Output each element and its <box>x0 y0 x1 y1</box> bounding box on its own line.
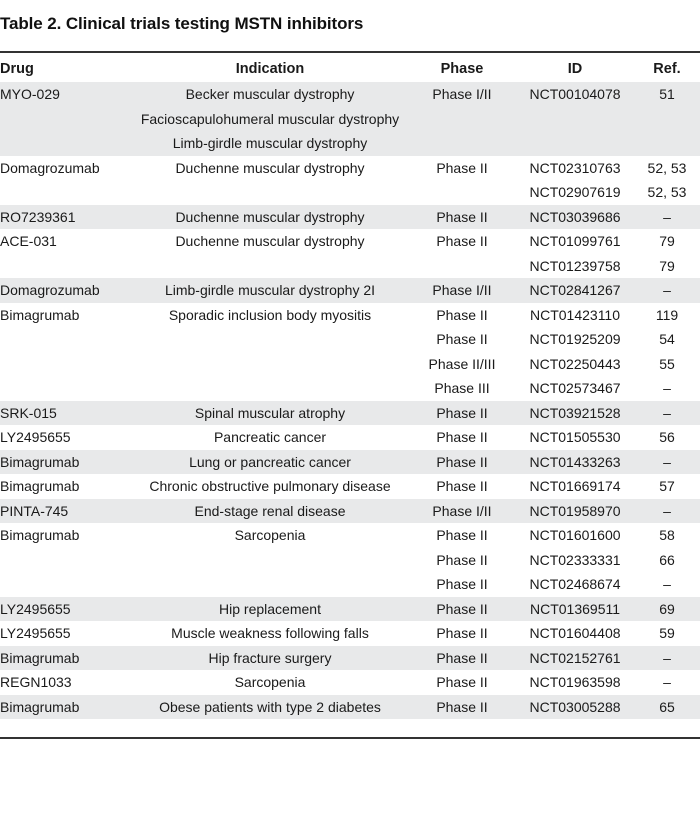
cell-ref <box>634 450 700 475</box>
cell-phase <box>408 450 516 475</box>
cell-indication-line: Spinal muscular atrophy <box>194 404 346 421</box>
cell-indication-line: Duchenne muscular dystrophy <box>175 159 365 176</box>
header-id: ID <box>567 61 583 78</box>
cell-phase-line: Phase II <box>436 600 488 617</box>
cell-id <box>516 205 634 230</box>
cell-id-line: NCT01369511 <box>529 600 621 617</box>
cell-id-line: NCT02468674 <box>529 576 621 592</box>
cell-phase-line: Phase I/II <box>432 282 492 298</box>
cell-phase-line: Phase II <box>436 159 488 176</box>
cell-id-line: NCT03921528 <box>529 404 621 421</box>
cell-indication <box>132 499 408 524</box>
cell-id-line: NCT01601600 <box>529 527 621 543</box>
cell-phase-line: Phase II <box>436 331 488 347</box>
cell-ref-line: 57 <box>659 478 675 494</box>
cell-id-line: NCT01505530 <box>529 429 621 445</box>
cell-ref-line: – <box>663 576 671 592</box>
cell-drug <box>0 229 132 278</box>
cell-indication <box>132 646 408 671</box>
header-indication: Indication <box>235 61 305 78</box>
cell-phase-line: Phase II <box>436 674 488 690</box>
cell-drug <box>0 82 132 156</box>
cell-ref-line: – <box>663 649 671 666</box>
table-row <box>0 597 700 622</box>
cell-drug-line: MYO-029 <box>0 86 60 102</box>
cell-id <box>516 499 634 524</box>
cell-ref-line: 51 <box>659 86 675 102</box>
cell-ref-line: – <box>663 282 671 298</box>
top-rule <box>0 51 700 53</box>
table-row <box>0 621 700 646</box>
cell-phase-line: Phase II <box>436 453 488 470</box>
cell-drug <box>0 401 132 426</box>
cell-id-line: NCT00104078 <box>529 86 621 102</box>
cell-indication <box>132 401 408 426</box>
cell-drug <box>0 425 132 450</box>
cell-drug-line: REGN1033 <box>0 674 72 690</box>
cell-indication-line: Sporadic inclusion body myositis <box>168 306 372 323</box>
cell-phase-line: Phase III <box>434 380 490 396</box>
cell-phase-line: Phase I/II <box>432 86 492 102</box>
table-row <box>0 450 700 475</box>
cell-phase <box>408 205 516 230</box>
cell-id-line: NCT01099761 <box>529 233 621 249</box>
cell-drug <box>0 695 132 720</box>
cell-indication <box>132 82 408 156</box>
cell-id-line: NCT01669174 <box>529 478 621 494</box>
cell-phase <box>408 229 516 278</box>
cell-phase <box>408 401 516 426</box>
table-row <box>0 425 700 450</box>
cell-ref-line: 69 <box>659 600 675 617</box>
cell-id <box>516 695 634 720</box>
cell-drug <box>0 450 132 475</box>
cell-id <box>516 646 634 671</box>
cell-ref <box>634 278 700 303</box>
cell-id <box>516 621 634 646</box>
cell-indication-line: Limb-girdle muscular dystrophy 2I <box>164 282 376 298</box>
cell-ref <box>634 597 700 622</box>
table-row <box>0 156 700 205</box>
cell-indication <box>132 695 408 720</box>
cell-ref <box>634 82 700 156</box>
table-row <box>0 82 700 156</box>
cell-drug <box>0 597 132 622</box>
cell-id-line: NCT02250443 <box>529 355 621 372</box>
cell-phase-line: Phase I/II <box>432 502 492 519</box>
cell-phase-line: Phase II <box>436 576 488 592</box>
cell-id <box>516 303 634 401</box>
cell-id-line: NCT01963598 <box>529 674 621 690</box>
table-row <box>0 499 700 524</box>
cell-phase-line: Phase II <box>436 208 488 225</box>
cell-id-line: NCT02573467 <box>529 380 621 396</box>
cell-indication <box>132 621 408 646</box>
cell-phase-line: Phase II <box>436 478 488 494</box>
cell-phase <box>408 670 516 695</box>
cell-ref-line: 56 <box>659 429 675 445</box>
header-drug: Drug <box>0 61 34 78</box>
cell-indication-line: Duchenne muscular dystrophy <box>175 233 365 249</box>
cell-indication-line: Hip fracture surgery <box>208 649 332 666</box>
table-row <box>0 670 700 695</box>
cell-phase <box>408 278 516 303</box>
cell-drug-line: PINTA-745 <box>0 502 69 519</box>
table-body <box>0 82 700 719</box>
cell-ref-line: 79 <box>659 233 675 249</box>
cell-indication <box>132 523 408 597</box>
table-row <box>0 205 700 230</box>
cell-phase <box>408 156 516 205</box>
cell-drug-line: LY2495655 <box>0 625 71 641</box>
cell-ref <box>634 499 700 524</box>
cell-drug <box>0 205 132 230</box>
cell-drug-line: SRK-015 <box>0 404 57 421</box>
table-row <box>0 401 700 426</box>
cell-id <box>516 425 634 450</box>
cell-id-line: NCT01604408 <box>529 625 621 641</box>
cell-ref <box>634 670 700 695</box>
cell-phase <box>408 425 516 450</box>
table-row <box>0 523 700 597</box>
cell-indication-line: Sarcopenia <box>234 674 306 690</box>
cell-drug-line: Bimagrumab <box>0 453 80 470</box>
cell-indication-line: End-stage renal disease <box>194 502 346 519</box>
cell-drug-line: Bimagrumab <box>0 478 80 494</box>
cell-id <box>516 156 634 205</box>
header-row <box>0 57 700 82</box>
cell-phase-line: Phase II <box>436 649 488 666</box>
cell-ref-line: 66 <box>659 551 675 568</box>
cell-ref-line: – <box>663 502 671 519</box>
trials-table <box>0 57 700 719</box>
cell-ref <box>634 523 700 597</box>
cell-drug-line: Bimagrumab <box>0 649 80 666</box>
cell-ref <box>634 303 700 401</box>
cell-id <box>516 670 634 695</box>
cell-indication <box>132 229 408 278</box>
cell-id <box>516 82 634 156</box>
cell-id <box>516 229 634 278</box>
cell-drug-line: LY2495655 <box>0 600 71 617</box>
cell-drug-line: Bimagrumab <box>0 306 80 323</box>
cell-phase <box>408 597 516 622</box>
cell-ref <box>634 474 700 499</box>
cell-ref-line: 59 <box>659 625 675 641</box>
cell-indication <box>132 597 408 622</box>
cell-drug <box>0 499 132 524</box>
table-title: Table 2. Clinical trials testing MSTN inhibitors <box>0 14 364 33</box>
cell-ref-line: 79 <box>659 257 675 274</box>
cell-drug <box>0 156 132 205</box>
cell-ref-line: 55 <box>659 355 675 372</box>
cell-drug-line: Domagrozumab <box>0 159 100 176</box>
cell-ref-line: 58 <box>659 527 675 543</box>
cell-phase-line: Phase II <box>436 625 488 641</box>
cell-phase-line: Phase II <box>436 551 488 568</box>
cell-phase <box>408 474 516 499</box>
table-row <box>0 695 700 720</box>
cell-phase-line: Phase II/III <box>428 355 496 372</box>
cell-indication-line: Duchenne muscular dystrophy <box>175 208 365 225</box>
cell-id <box>516 401 634 426</box>
cell-phase-line: Phase II <box>436 404 488 421</box>
cell-drug-line: Bimagrumab <box>0 698 80 715</box>
cell-ref <box>634 205 700 230</box>
cell-id-line: NCT03005288 <box>529 698 621 715</box>
cell-id-line: NCT03039686 <box>529 208 621 225</box>
cell-indication-line: Facioscapulohumeral muscular dystrophy <box>140 110 400 127</box>
cell-ref-line: – <box>663 674 671 690</box>
cell-drug-line: Domagrozumab <box>0 282 100 298</box>
cell-phase <box>408 82 516 156</box>
cell-phase-line: Phase II <box>436 527 488 543</box>
cell-ref-line: 54 <box>659 331 675 347</box>
cell-ref <box>634 425 700 450</box>
cell-indication <box>132 670 408 695</box>
cell-id-line: NCT02310763 <box>529 159 621 176</box>
cell-ref <box>634 695 700 720</box>
cell-id <box>516 474 634 499</box>
cell-indication <box>132 205 408 230</box>
cell-indication <box>132 278 408 303</box>
cell-ref-line: 52, 53 <box>647 159 687 176</box>
cell-ref <box>634 621 700 646</box>
cell-id <box>516 597 634 622</box>
cell-indication <box>132 425 408 450</box>
cell-ref-line: 52, 53 <box>647 184 687 200</box>
cell-ref <box>634 156 700 205</box>
cell-id <box>516 523 634 597</box>
cell-phase-line: Phase II <box>436 233 488 249</box>
cell-id <box>516 450 634 475</box>
table-row <box>0 229 700 278</box>
cell-drug <box>0 278 132 303</box>
cell-drug <box>0 646 132 671</box>
cell-drug <box>0 303 132 401</box>
cell-id-line: NCT01239758 <box>529 257 621 274</box>
cell-ref-line: – <box>663 208 671 225</box>
cell-drug <box>0 670 132 695</box>
cell-indication <box>132 303 408 401</box>
cell-ref-line: – <box>663 404 671 421</box>
header-ref: Ref. <box>653 61 681 78</box>
cell-drug-line: RO7239361 <box>0 208 76 225</box>
cell-ref-line: 119 <box>655 306 679 323</box>
cell-indication-line: Muscle weakness following falls <box>171 625 369 641</box>
cell-indication <box>132 474 408 499</box>
cell-id-line: NCT02152761 <box>529 649 621 666</box>
cell-drug <box>0 523 132 597</box>
cell-ref-line: – <box>663 453 671 470</box>
cell-phase-line: Phase II <box>436 306 488 323</box>
cell-indication <box>132 156 408 205</box>
cell-indication-line: Pancreatic cancer <box>213 429 327 445</box>
table-row <box>0 303 700 401</box>
table-row <box>0 646 700 671</box>
cell-id-line: NCT01423110 <box>529 306 621 323</box>
cell-indication-line: Obese patients with type 2 diabetes <box>159 698 381 715</box>
cell-id-line: NCT02841267 <box>529 282 621 298</box>
cell-ref-line: – <box>663 380 671 396</box>
cell-ref-line: 65 <box>659 698 675 715</box>
cell-indication-line: Sarcopenia <box>234 527 306 543</box>
cell-indication <box>132 450 408 475</box>
table-row <box>0 474 700 499</box>
cell-drug-line: ACE-031 <box>0 233 57 249</box>
table-row <box>0 278 700 303</box>
bottom-rule <box>0 737 700 739</box>
cell-ref <box>634 401 700 426</box>
cell-phase <box>408 646 516 671</box>
cell-ref <box>634 646 700 671</box>
cell-indication-line: Chronic obstructive pulmonary disease <box>149 478 391 494</box>
cell-drug-line: LY2495655 <box>0 429 71 445</box>
cell-phase <box>408 499 516 524</box>
cell-id-line: NCT01958970 <box>529 502 621 519</box>
cell-id-line: NCT02333331 <box>529 551 621 568</box>
cell-ref <box>634 229 700 278</box>
cell-phase-line: Phase II <box>436 698 488 715</box>
cell-drug-line: Bimagrumab <box>0 527 80 543</box>
cell-phase <box>408 695 516 720</box>
cell-id-line: NCT01433263 <box>529 453 621 470</box>
header-phase: Phase <box>440 61 484 78</box>
cell-indication-line: Limb-girdle muscular dystrophy <box>172 135 368 151</box>
cell-indication-line: Hip replacement <box>219 600 321 617</box>
cell-phase-line: Phase II <box>436 429 488 445</box>
cell-id-line: NCT01925209 <box>529 331 621 347</box>
cell-phase <box>408 523 516 597</box>
cell-id <box>516 278 634 303</box>
cell-indication-line: Becker muscular dystrophy <box>185 86 355 102</box>
cell-phase <box>408 621 516 646</box>
cell-drug <box>0 474 132 499</box>
cell-drug <box>0 621 132 646</box>
cell-phase <box>408 303 516 401</box>
cell-id-line: NCT02907619 <box>529 184 621 200</box>
cell-indication-line: Lung or pancreatic cancer <box>189 453 351 470</box>
